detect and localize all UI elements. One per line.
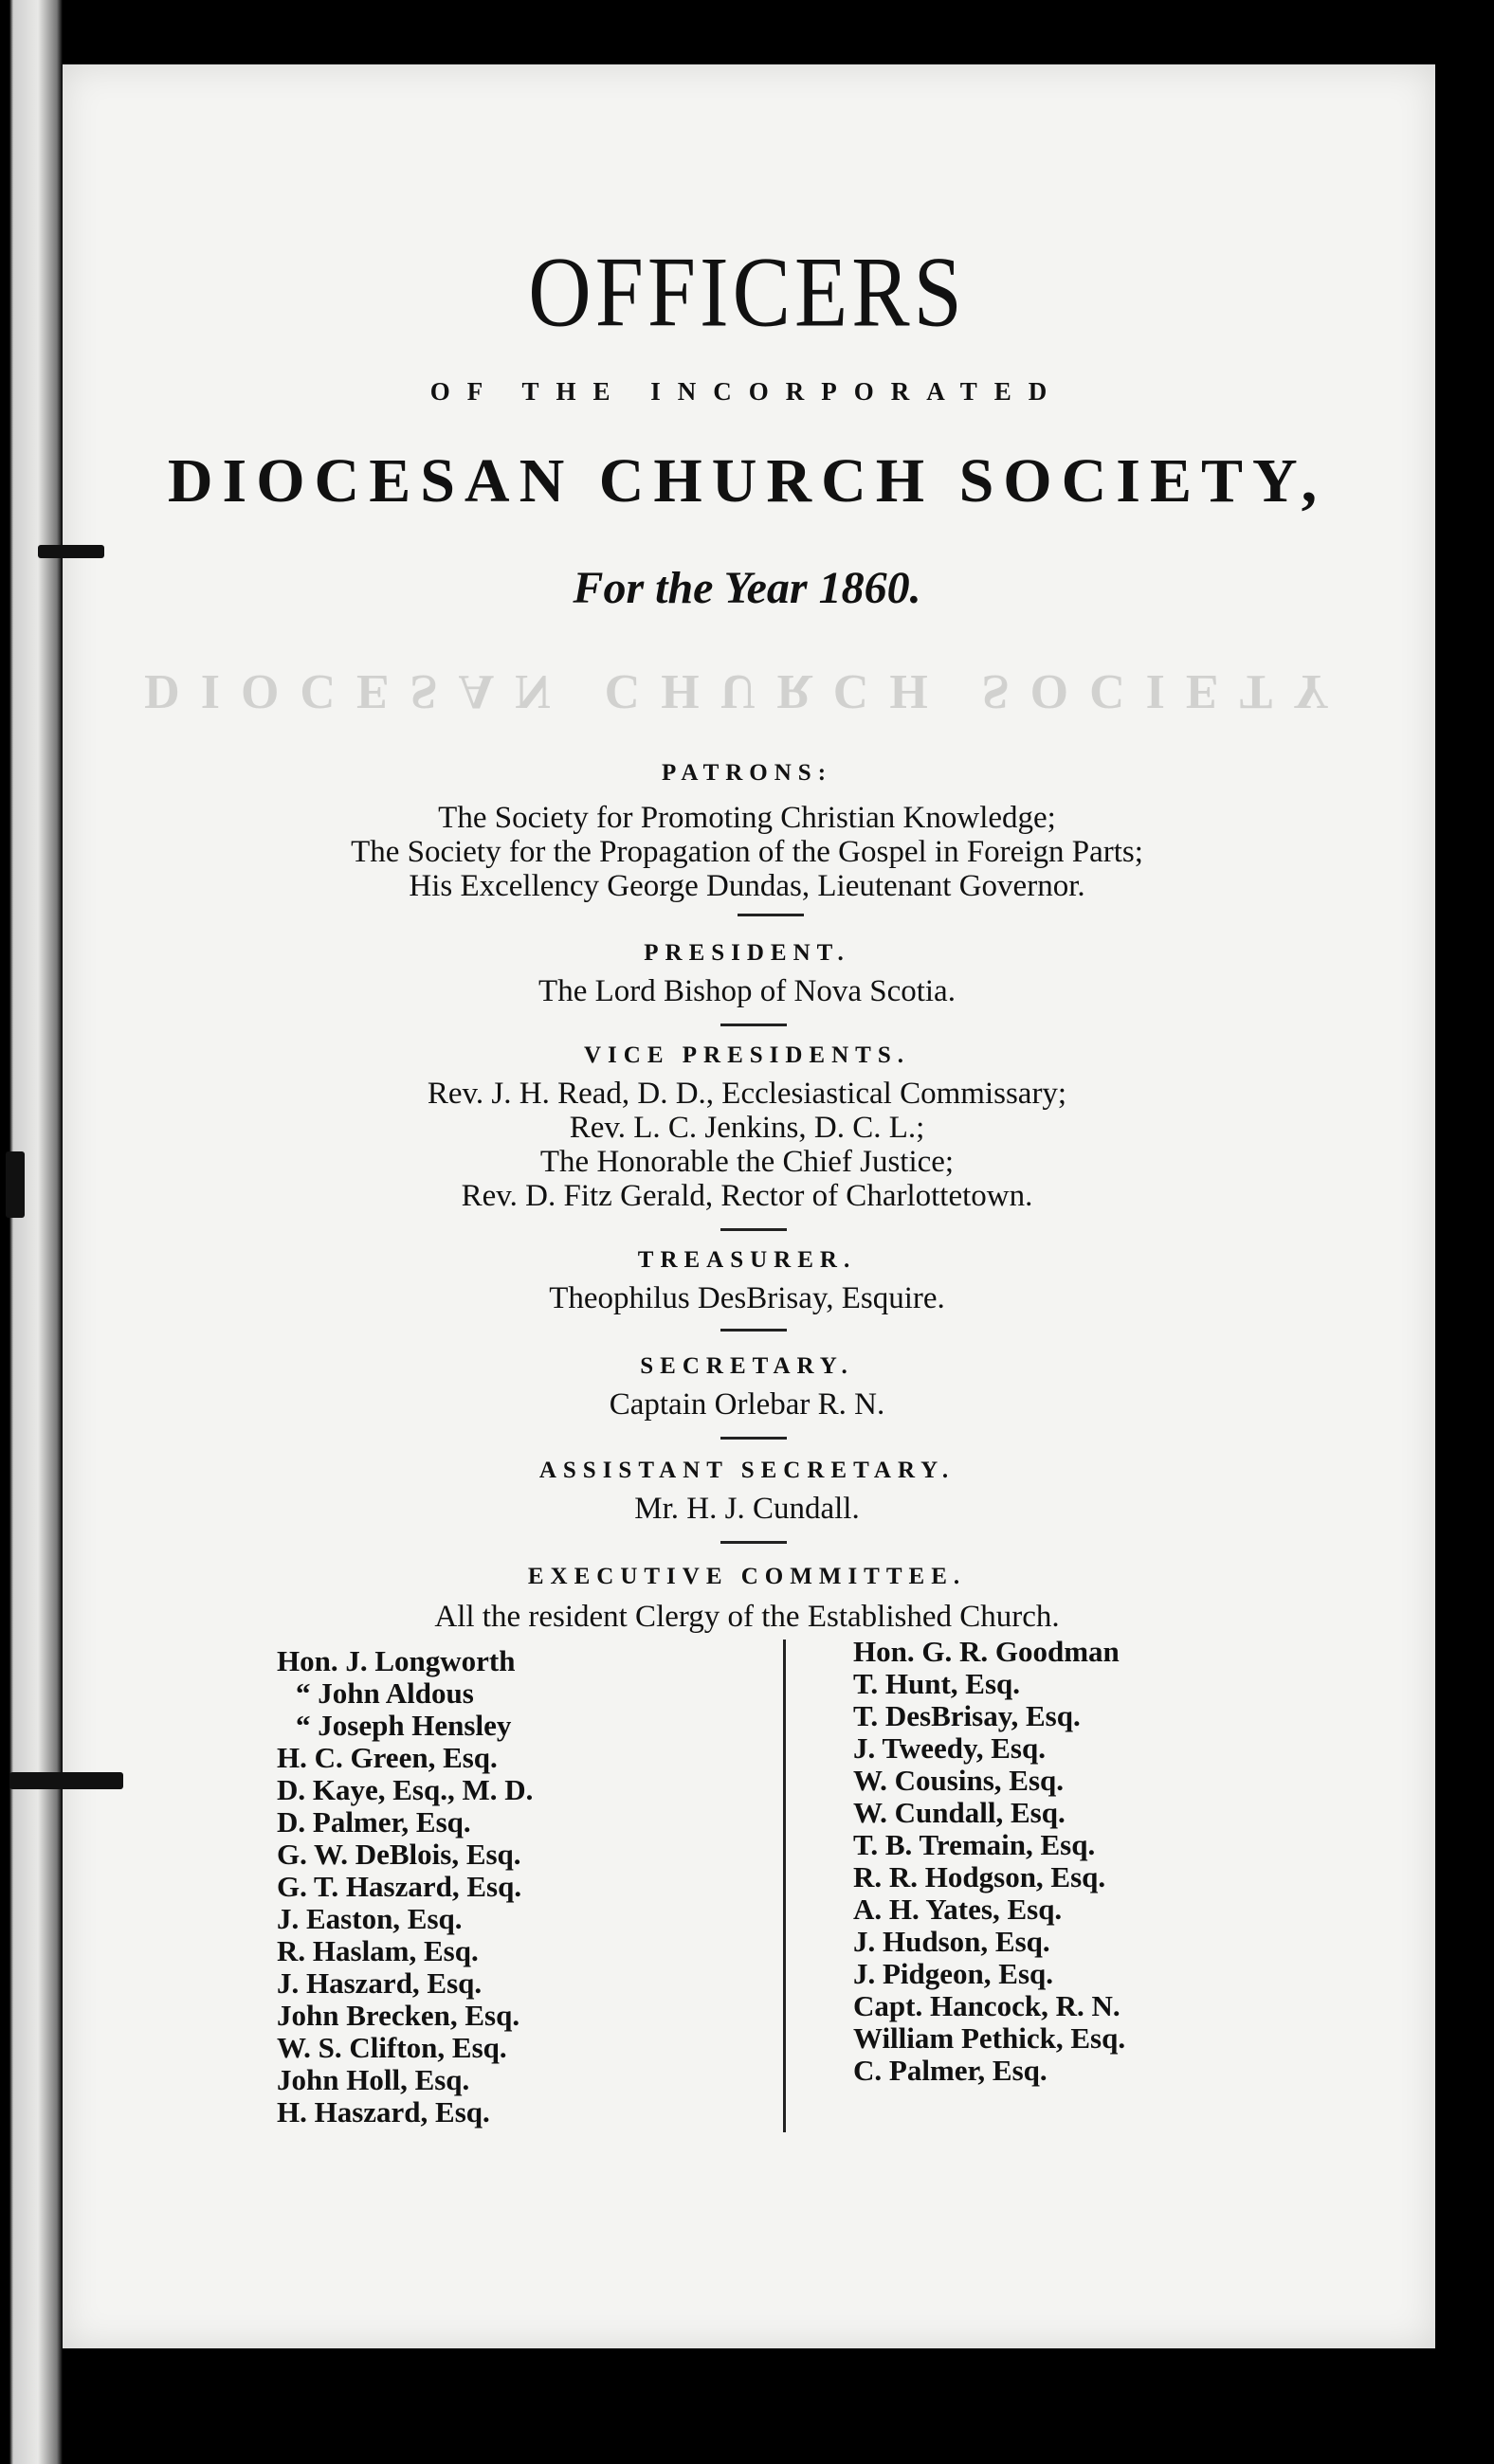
- treasurer-heading: TREASURER.: [637, 1247, 857, 1273]
- divider-rule: [720, 1437, 787, 1440]
- binding-tear: [9, 1772, 123, 1789]
- list-item: J. Easton, Esq.: [277, 1902, 463, 1935]
- list-item: C. Palmer, Esq.: [853, 2054, 1048, 2087]
- page-edge: [1435, 0, 1494, 2464]
- vice-presidents-heading: VICE PRESIDENTS.: [583, 1042, 910, 1068]
- vice-president-line: The Honorable the Chief Justice;: [539, 1145, 955, 1179]
- treasurer-line: Theophilus DesBrisay, Esquire.: [549, 1281, 945, 1315]
- vice-president-line: Rev. L. C. Jenkins, D. C. L.;: [569, 1111, 925, 1145]
- patron-line: The Society for Promoting Christian Knowledge;: [438, 801, 1056, 835]
- list-item: G. T. Haszard, Esq.: [277, 1870, 522, 1903]
- list-item: William Pethick, Esq.: [853, 2021, 1126, 2055]
- executive-heading: EXECUTIVE COMMITTEE.: [527, 1564, 967, 1589]
- patron-line: The Society for the Propagation of the Gospel in Foreign Parts;: [351, 835, 1143, 869]
- column-divider: [783, 1640, 786, 2132]
- vice-president-line: Rev. D. Fitz Gerald, Rector of Charlottetown.: [461, 1179, 1033, 1213]
- executive-left-column: [277, 1645, 533, 2129]
- list-item: T. Hunt, Esq.: [853, 1667, 1021, 1700]
- list-item: “ Joseph Hensley: [296, 1709, 512, 1742]
- list-item: Hon. J. Longworth: [277, 1644, 516, 1677]
- divider-rule: [720, 1024, 787, 1026]
- list-item: J. Tweedy, Esq.: [853, 1731, 1046, 1765]
- divider-rule: [720, 1329, 787, 1332]
- list-item: D. Palmer, Esq.: [277, 1805, 471, 1839]
- list-item: John Holl, Esq.: [277, 2063, 470, 2096]
- president-heading: PRESIDENT.: [644, 940, 850, 966]
- secretary-line: Captain Orlebar R. N.: [609, 1387, 885, 1422]
- divider-rule: [720, 1228, 787, 1231]
- list-item: R. R. Hodgson, Esq.: [853, 1860, 1106, 1893]
- list-item: “ John Aldous: [296, 1676, 474, 1710]
- list-item: J. Pidgeon, Esq.: [853, 1957, 1054, 1990]
- executive-intro: All the resident Clergy of the Established Church.: [434, 1600, 1060, 1634]
- president-line: The Lord Bishop of Nova Scotia.: [538, 974, 956, 1008]
- list-item: W. Cousins, Esq.: [853, 1764, 1064, 1797]
- book-spine: [0, 0, 63, 2464]
- page-subtitle: OF THE INCORPORATED: [429, 377, 1065, 406]
- divider-rule: [720, 1541, 787, 1544]
- patron-line: His Excellency George Dundas, Lieutenant Governor.: [409, 869, 1085, 903]
- list-item: R. Haslam, Esq.: [277, 1934, 479, 1967]
- list-item: T. B. Tremain, Esq.: [853, 1828, 1096, 1861]
- list-item: W. S. Clifton, Esq.: [277, 2031, 507, 2064]
- list-item: H. Haszard, Esq.: [277, 2095, 490, 2129]
- list-item: J. Hudson, Esq.: [853, 1925, 1050, 1958]
- list-item: H. C. Green, Esq.: [277, 1741, 498, 1774]
- bleed-through-text: DIOCESAN CHURCH SOCIETY: [144, 664, 1350, 718]
- society-name: DIOCESAN CHURCH SOCIETY,: [167, 446, 1327, 516]
- year-line: For the Year 1860.: [573, 563, 921, 613]
- list-item: D. Kaye, Esq., M. D.: [277, 1773, 534, 1806]
- list-item: A. H. Yates, Esq.: [853, 1893, 1063, 1926]
- patrons-heading: PATRONS:: [661, 760, 833, 786]
- assistant-secretary-line: Mr. H. J. Cundall.: [634, 1492, 860, 1526]
- vice-president-line: Rev. J. H. Read, D. D., Ecclesiastical Commissary;: [427, 1077, 1067, 1111]
- list-item: T. DesBrisay, Esq.: [853, 1699, 1081, 1732]
- list-item: W. Cundall, Esq.: [853, 1796, 1066, 1829]
- list-item: J. Haszard, Esq.: [277, 1966, 483, 2000]
- assistant-secretary-heading: ASSISTANT SECRETARY.: [538, 1458, 956, 1483]
- list-item: Hon. G. R. Goodman: [853, 1635, 1120, 1668]
- page-title: OFFICERS: [528, 236, 966, 348]
- executive-right-column: [853, 1636, 1125, 2087]
- divider-rule: [738, 914, 804, 916]
- list-item: G. W. DeBlois, Esq.: [277, 1838, 521, 1871]
- list-item: Capt. Hancock, R. N.: [853, 1989, 1120, 2022]
- binding-tear: [38, 545, 104, 558]
- list-item: John Brecken, Esq.: [277, 1999, 520, 2032]
- secretary-heading: SECRETARY.: [640, 1353, 854, 1379]
